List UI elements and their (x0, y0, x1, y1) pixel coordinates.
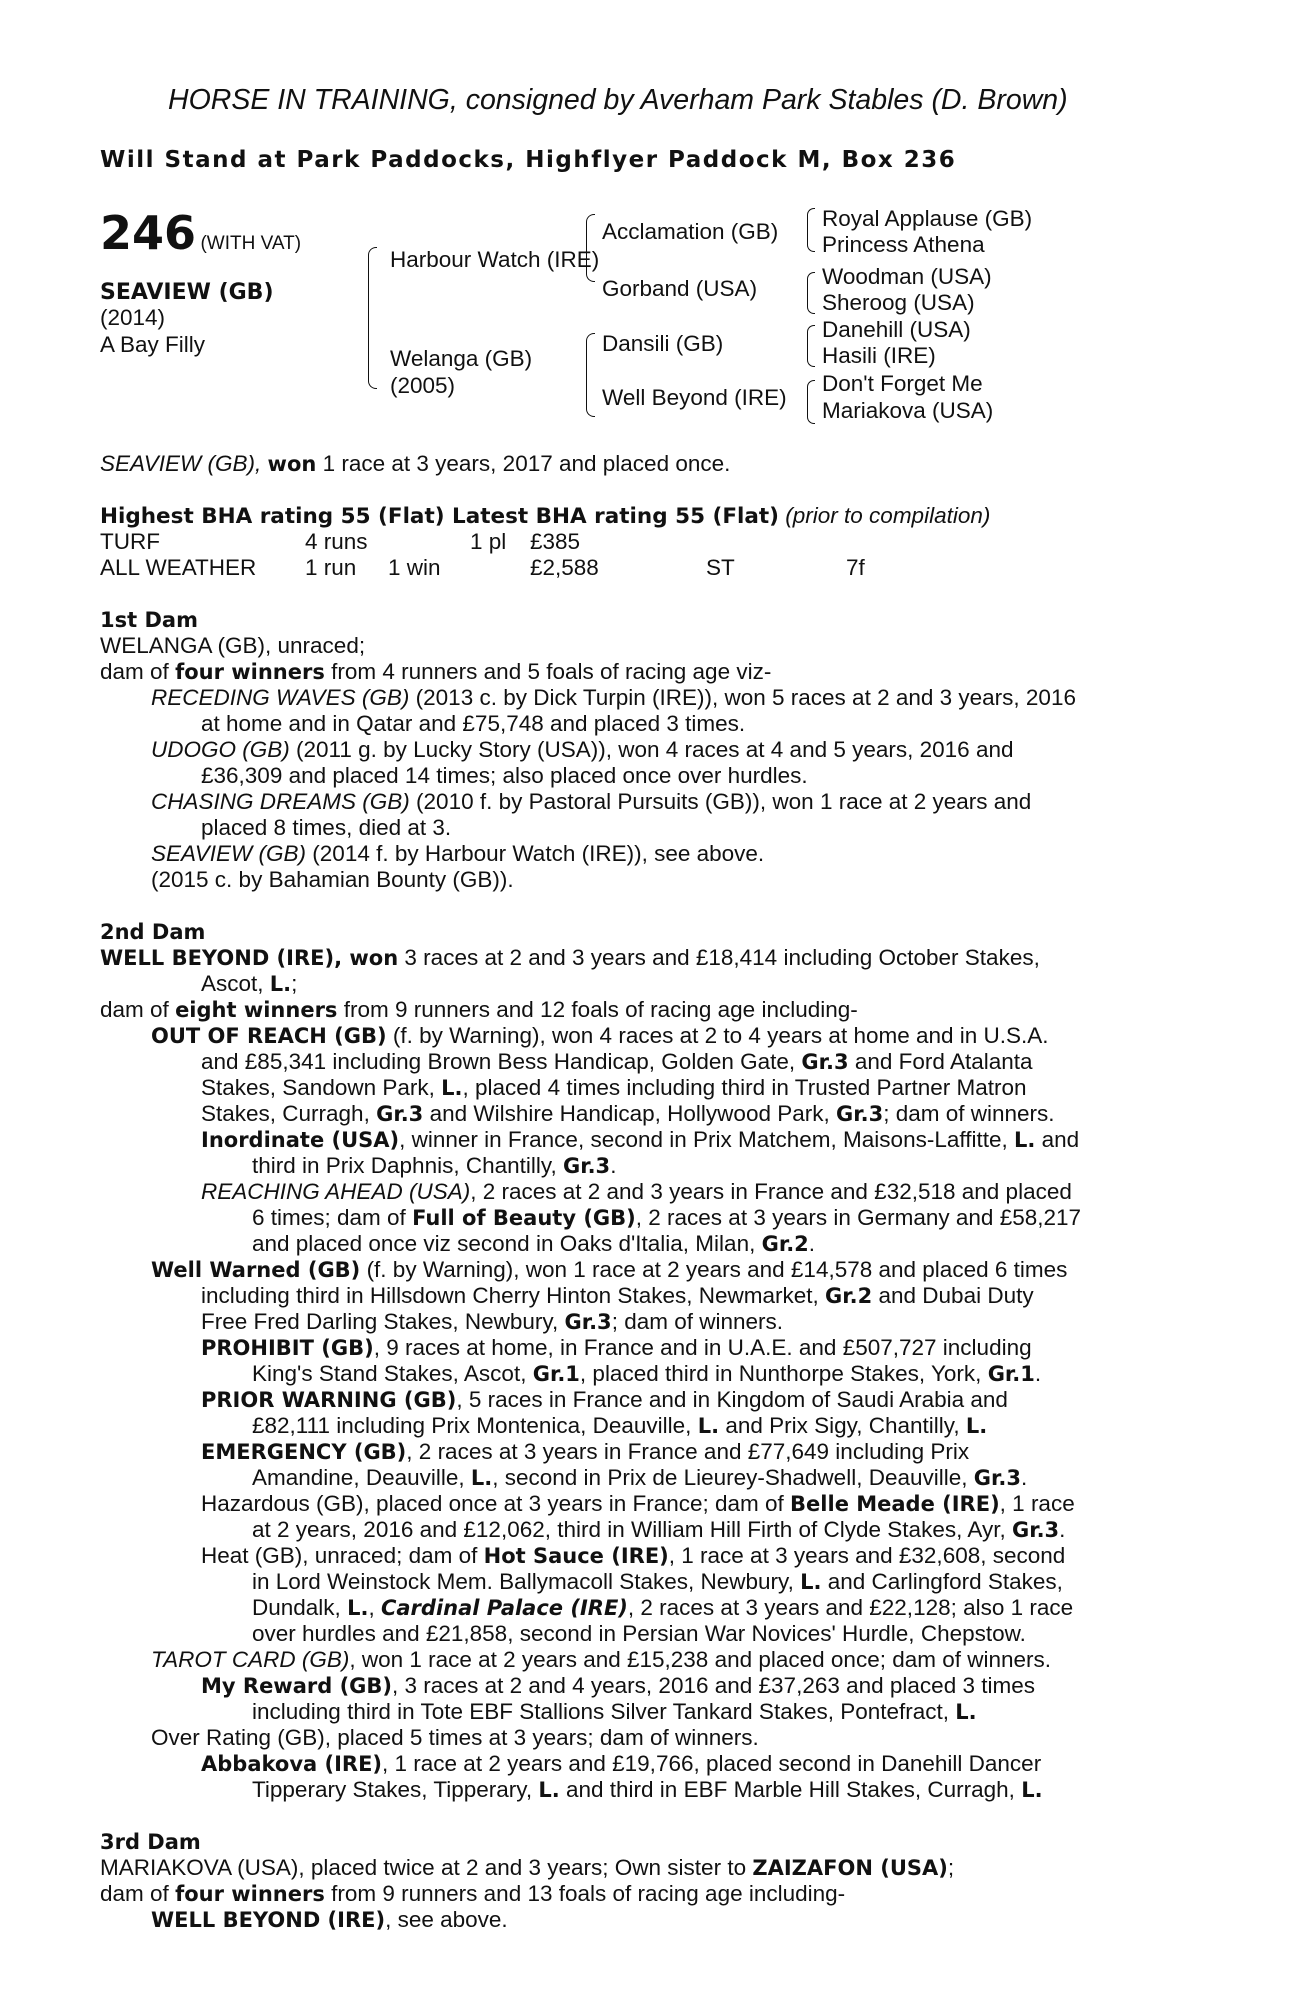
second-dam-line: Over Rating (GB), placed 5 times at 3 years; dam of winners. (151, 1725, 759, 1750)
first-dam-heading: 1st Dam (100, 608, 198, 632)
sire-dam: Gorband (USA) (602, 276, 758, 301)
turf-label: TURF (100, 529, 160, 554)
sire-parents-bracket (586, 214, 595, 282)
first-dam-line: RECEDING WAVES (GB) (2013 c. by Dick Turpin (IRE)), won 5 races at 2 and 3 years, 2016 (151, 685, 1076, 710)
second-dam-line: Inordinate (USA), winner in France, second in Prix Matchem, Maisons-Laffitte, L. and (201, 1127, 1080, 1152)
dam: Welanga (GB) (390, 346, 533, 371)
second-dam-line: My Reward (GB), 3 races at 2 and 4 years, 2016 and £37,263 and placed 3 times (201, 1673, 1035, 1698)
second-dam-line: in Lord Weinstock Mem. Ballymacoll Stakes, Newbury, L. and Carlingford Stakes, (252, 1569, 1063, 1594)
race-summary: SEAVIEW (GB), won 1 race at 3 years, 2017 and placed once. (100, 451, 731, 476)
first-dam-line: dam of four winners from 4 runners and 5 foals of racing age viz- (100, 659, 772, 684)
second-dam-line: PRIOR WARNING (GB), 5 races in France and in Kingdom of Saudi Arabia and (201, 1387, 1008, 1412)
second-dam-line: Tipperary Stakes, Tipperary, L. and third in EBF Marble Hill Stakes, Curragh, L. (252, 1777, 1043, 1802)
first-dam-line: CHASING DREAMS (GB) (2010 f. by Pastoral Pursuits (GB)), won 1 race at 2 years and (151, 789, 1032, 814)
second-dam-line: at 2 years, 2016 and £12,062, third in William Hill Firth of Clyde Stakes, Ayr, Gr.3. (252, 1517, 1066, 1542)
third-dam-line: dam of four winners from 9 runners and 13 foals of racing age including- (100, 1881, 846, 1906)
horse-year: (2014) (100, 305, 166, 330)
sire-sire: Acclamation (GB) (602, 219, 779, 244)
pedigree-bracket (368, 247, 377, 389)
gen3-bracket-3 (807, 325, 815, 367)
aw-wins: 1 win (388, 555, 441, 580)
aw-label: ALL WEATHER (100, 555, 257, 580)
dam-sire: Dansili (GB) (602, 331, 724, 356)
second-dam-line: including third in Tote EBF Stallions Silver Tankard Stakes, Pontefract, L. (252, 1699, 977, 1724)
second-dam-line: EMERGENCY (GB), 2 races at 3 years in France and £77,649 including Prix (201, 1439, 970, 1464)
second-dam-line: Dundalk, L., Cardinal Palace (IRE), 2 races at 3 years and £22,128; also 1 race (252, 1595, 1074, 1620)
second-dam-line: dam of eight winners from 9 runners and 12 foals of racing age including- (100, 997, 858, 1022)
lot-number-block (100, 206, 301, 260)
sire-dam-dam: Sheroog (USA) (822, 290, 975, 315)
aw-surface: ST (706, 555, 735, 580)
vat-note: (WITH VAT) (200, 233, 302, 254)
third-dam-line: MARIAKOVA (USA), placed twice at 2 and 3 years; Own sister to ZAIZAFON (USA); (100, 1855, 955, 1880)
horse-name: SEAVIEW (GB) (100, 280, 274, 305)
bha-rating: Highest BHA rating 55 (Flat) Latest BHA rating 55 (Flat) (prior to compilation) (100, 503, 991, 529)
turf-runs: 4 runs (305, 529, 368, 554)
second-dam-line: Amandine, Deauville, L., second in Prix de Lieurey-Shadwell, Deauville, Gr.3. (252, 1465, 1028, 1490)
first-dam-line: UDOGO (GB) (2011 g. by Lucky Story (USA)), won 4 races at 4 and 5 years, 2016 and (151, 737, 1014, 762)
dam-sire-dam: Hasili (IRE) (822, 343, 936, 368)
second-dam-line: Free Fred Darling Stakes, Newbury, Gr.3; dam of winners. (201, 1309, 784, 1334)
second-dam-line: Hazardous (GB), placed once at 3 years in France; dam of Belle Meade (IRE), 1 race (201, 1491, 1075, 1516)
second-dam-line: TAROT CARD (GB), won 1 race at 2 years and £15,238 and placed once; dam of winners. (151, 1647, 1052, 1672)
second-dam-line: and £85,341 including Brown Bess Handicap, Golden Gate, Gr.3 and Ford Atalanta (201, 1049, 1033, 1074)
gen3-bracket-2 (807, 272, 815, 314)
second-dam-line: WELL BEYOND (IRE), won 3 races at 2 and 3 years and £18,414 including October Stakes, (100, 945, 1040, 970)
second-dam-line: Stakes, Sandown Park, L., placed 4 times including third in Trusted Partner Matron (201, 1075, 1027, 1100)
dam-dam-sire: Don't Forget Me (822, 371, 983, 396)
second-dam-line: Well Warned (GB) (f. by Warning), won 1 race at 2 years and £14,578 and placed 6 times (151, 1257, 1068, 1282)
second-dam-line: third in Prix Daphnis, Chantilly, Gr.3. (252, 1153, 617, 1178)
lot-number: 246 (100, 206, 197, 260)
second-dam-line: REACHING AHEAD (USA), 2 races at 2 and 3 years in France and £32,518 and placed (201, 1179, 1072, 1204)
gen3-bracket-4 (807, 380, 815, 424)
sire-sire-dam: Princess Athena (822, 232, 985, 257)
aw-distance: 7f (846, 555, 865, 580)
horse-description: A Bay Filly (100, 332, 206, 357)
sire-sire-sire: Royal Applause (GB) (822, 206, 1033, 231)
second-dam-heading: 2nd Dam (100, 920, 206, 944)
first-dam-line: SEAVIEW (GB) (2014 f. by Harbour Watch (IRE)), see above. (151, 841, 765, 866)
first-dam-line: at home and in Qatar and £75,748 and placed 3 times. (201, 711, 746, 736)
third-dam-line: WELL BEYOND (IRE), see above. (151, 1907, 508, 1932)
stand-location: Will Stand at Park Paddocks, Highflyer Paddock M, Box 236 (100, 147, 957, 173)
turf-earnings: £385 (530, 529, 581, 554)
gen3-bracket-1 (807, 208, 815, 252)
sire-dam-sire: Woodman (USA) (822, 264, 992, 289)
second-dam-line: Heat (GB), unraced; dam of Hot Sauce (IRE), 1 race at 3 years and £32,608, second (201, 1543, 1066, 1568)
turf-placings: 1 pl (470, 529, 507, 554)
third-dam-heading: 3rd Dam (100, 1830, 201, 1854)
first-dam-line: £36,309 and placed 14 times; also placed once over hurdles. (201, 763, 808, 788)
dam-year: (2005) (390, 373, 456, 398)
dam-sire-sire: Danehill (USA) (822, 317, 971, 342)
second-dam-line: £82,111 including Prix Montenica, Deauville, L. and Prix Sigy, Chantilly, L. (252, 1413, 988, 1438)
second-dam-line: including third in Hillsdown Cherry Hinton Stakes, Newmarket, Gr.2 and Dubai Duty (201, 1283, 1034, 1308)
second-dam-line: Stakes, Curragh, Gr.3 and Wilshire Handicap, Hollywood Park, Gr.3; dam of winners. (201, 1101, 1055, 1126)
first-dam-line: placed 8 times, died at 3. (201, 815, 452, 840)
second-dam-line: 6 times; dam of Full of Beauty (GB), 2 races at 3 years in Germany and £58,217 (252, 1205, 1082, 1230)
dam-parents-bracket (586, 333, 595, 417)
second-dam-line: Abbakova (IRE), 1 race at 2 years and £19,766, placed second in Danehill Dancer (201, 1751, 1042, 1776)
second-dam-line: King's Stand Stakes, Ascot, Gr.1, placed third in Nunthorpe Stakes, York, Gr.1. (252, 1361, 1042, 1386)
page-title: HORSE IN TRAINING, consigned by Averham Park Stables (D. Brown) (168, 84, 1068, 116)
second-dam-line: and placed once viz second in Oaks d'Italia, Milan, Gr.2. (252, 1231, 816, 1256)
first-dam-line: (2015 c. by Bahamian Bounty (GB)). (151, 867, 514, 892)
catalogue-page (100, 0, 1210, 2000)
second-dam-line: PROHIBIT (GB), 9 races at home, in France and in U.A.E. and £507,727 including (201, 1335, 1032, 1360)
dam-dam: Well Beyond (IRE) (602, 385, 787, 410)
second-dam-line: OUT OF REACH (GB) (f. by Warning), won 4 races at 2 to 4 years at home and in U.S.A. (151, 1023, 1049, 1048)
first-dam-line: WELANGA (GB), unraced; (100, 633, 366, 658)
dam-dam-dam: Mariakova (USA) (822, 398, 994, 423)
second-dam-line: over hurdles and £21,858, second in Persian War Novices' Hurdle, Chepstow. (252, 1621, 1026, 1646)
second-dam-line: Ascot, L.; (201, 971, 298, 996)
sire: Harbour Watch (IRE) (390, 247, 600, 272)
aw-runs: 1 run (305, 555, 357, 580)
aw-earnings: £2,588 (530, 555, 599, 580)
